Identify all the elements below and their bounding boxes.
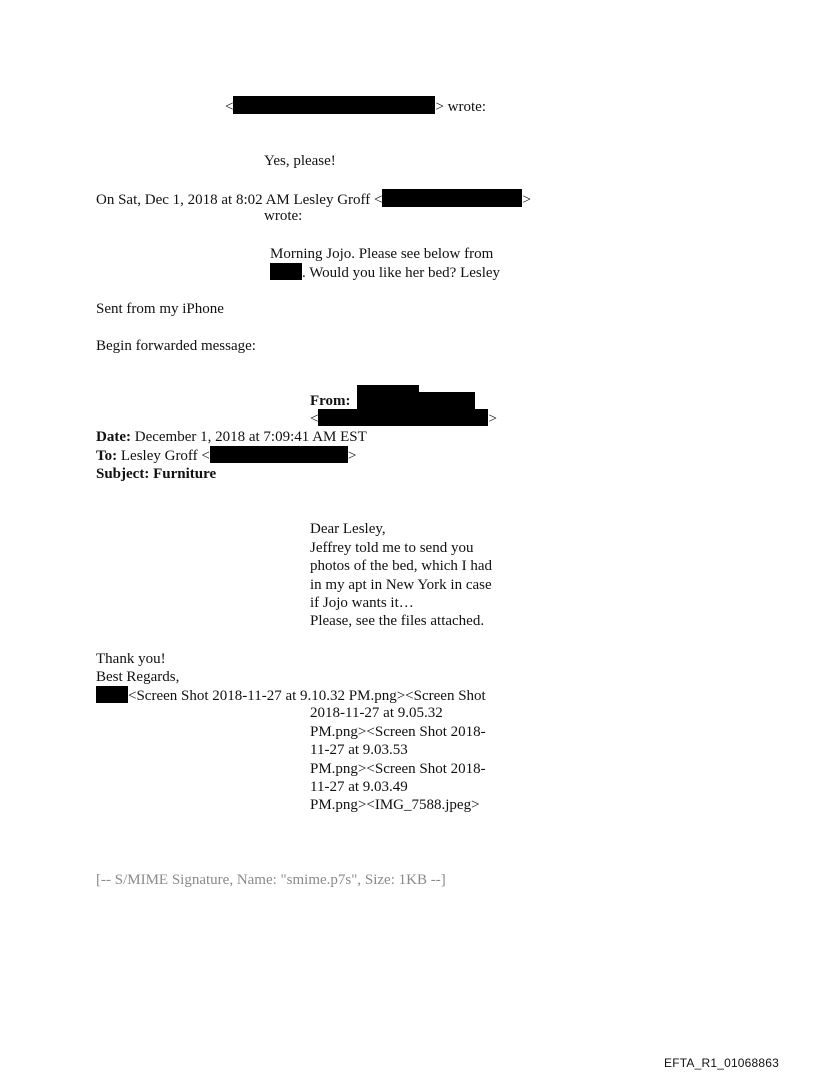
regards-line: Best Regards, xyxy=(96,669,180,685)
thanks-line: Thank you! xyxy=(96,651,166,667)
message-text: . Would you like her bed? Lesley xyxy=(302,265,501,281)
redaction-block xyxy=(318,409,488,426)
message-line xyxy=(270,263,500,282)
body-line: photos of the bed, which I had xyxy=(310,558,493,574)
attachment-text: <Screen Shot 2018-11-27 at 9.10.32 PM.png><Screen Shot xyxy=(128,688,486,704)
from-address-line xyxy=(310,409,497,428)
quote-header-line-2 xyxy=(96,189,531,209)
date-value: December 1, 2018 at 7:09:41 AM EST xyxy=(130,429,367,445)
angle-open: < xyxy=(225,99,234,115)
attachment-line: 11-27 at 9.03.49 xyxy=(310,779,408,795)
attachment-line: PM.png><Screen Shot 2018- xyxy=(310,761,486,777)
angle-close: > xyxy=(522,192,531,208)
subject-line xyxy=(96,465,216,483)
angle-open: < xyxy=(310,411,319,427)
to-label: To: xyxy=(96,448,118,464)
body-line: Dear Lesley, xyxy=(310,521,386,537)
angle-close: > xyxy=(488,411,497,427)
wrote-label-2: wrote: xyxy=(264,208,303,224)
redaction-block xyxy=(210,446,348,463)
date-label: Date: xyxy=(96,429,131,445)
redaction-block xyxy=(233,96,435,114)
wrote-label: > wrote: xyxy=(435,99,486,115)
attachment-line: PM.png><Screen Shot 2018- xyxy=(310,724,486,740)
body-line: if Jojo wants it… xyxy=(310,595,414,611)
body-line: Jeffrey told me to send you xyxy=(310,540,474,556)
body-line: Please, see the files attached. xyxy=(310,613,485,629)
from-label: From: xyxy=(310,393,351,409)
angle-close: > xyxy=(347,448,357,464)
on-date-sender: On Sat, Dec 1, 2018 at 8:02 AM Lesley Groff < xyxy=(96,192,383,208)
redaction-block xyxy=(357,392,475,409)
message-line: Morning Jojo. Please see below from xyxy=(270,246,494,262)
attachment-line: 11-27 at 9.03.53 xyxy=(310,742,408,758)
attachment-line: 2018-11-27 at 9.05.32 xyxy=(310,705,443,721)
redaction-block xyxy=(270,263,302,280)
redaction-block xyxy=(96,686,128,703)
begin-forwarded-line: Begin forwarded message: xyxy=(96,338,256,354)
smime-signature-line: [-- S/MIME Signature, Name: "smime.p7s", Size: 1KB --] xyxy=(96,872,446,888)
reply-text: Yes, please! xyxy=(264,153,336,169)
attachment-line: PM.png><IMG_7588.jpeg> xyxy=(310,797,480,813)
subject-label: Subject: Furniture xyxy=(96,466,217,482)
attachments-first-line xyxy=(96,686,486,705)
date-line xyxy=(96,428,367,446)
to-value: Lesley Groff < xyxy=(117,448,210,464)
sent-from-line: Sent from my iPhone xyxy=(96,301,224,317)
quote-header-line xyxy=(225,96,486,116)
from-line xyxy=(310,392,351,410)
redaction-block xyxy=(382,189,522,207)
document-id: EFTA_R1_01068863 xyxy=(664,1056,780,1070)
body-line: in my apt in New York in case xyxy=(310,577,492,593)
to-line xyxy=(96,446,356,465)
